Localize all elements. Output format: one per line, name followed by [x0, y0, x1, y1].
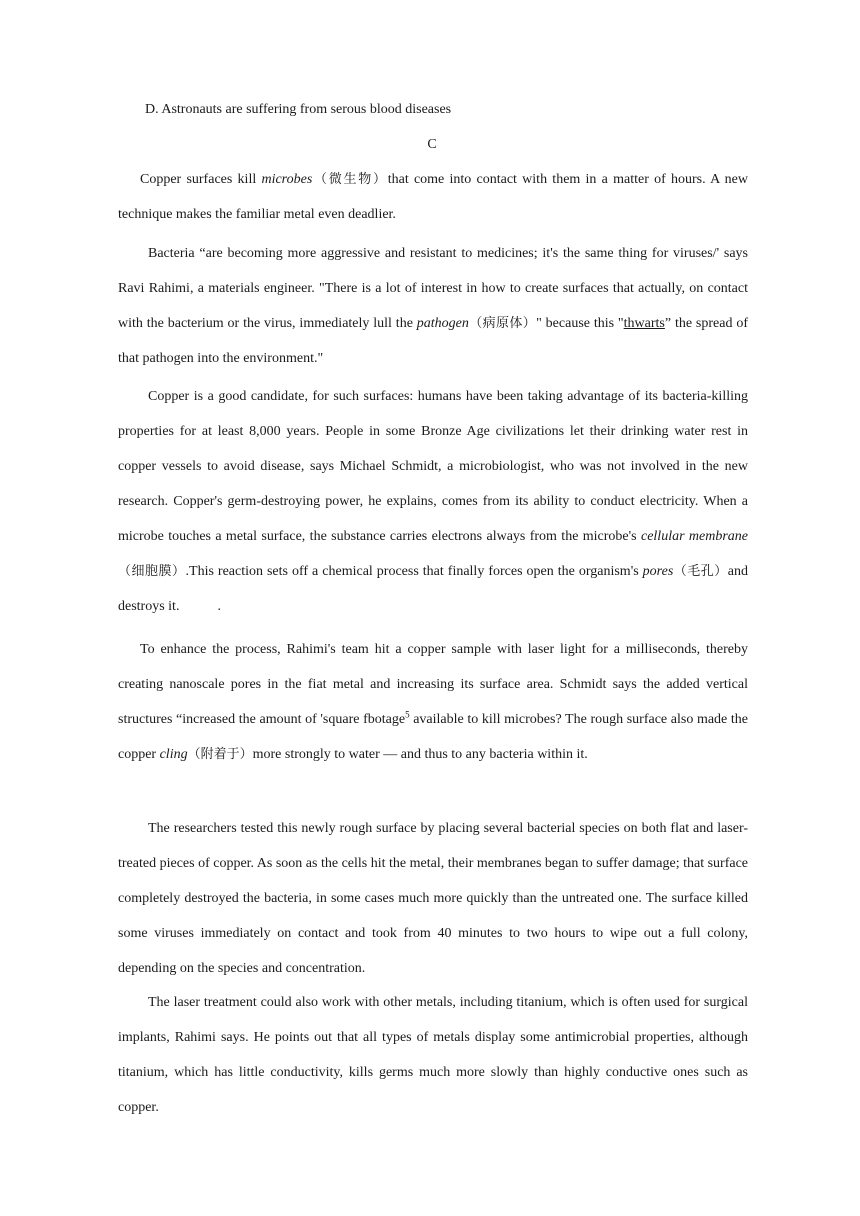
- p2-translation: （病原体）: [468, 316, 537, 331]
- p3-text-2: .This reaction sets off a chemical process that finally forces open the organism's: [185, 564, 643, 579]
- p1-translation: （微生物）: [312, 172, 388, 187]
- paragraph-5: The researchers tested this newly rough surface by placing several bacterial species on both flat and laser-treated pieces of copper. As soon as the cells hit the metal, their membranes began to suffer damage; that surface completely destroyed the bacteria, in some cases much more quickly than the untreated one. The surface killed some viruses immediately on contact and took from 40 minutes to two hours to wipe out a full colony, depending on the species and concentration.: [118, 821, 748, 976]
- p2-text-2: " because this ": [536, 316, 624, 331]
- paragraph-4: [118, 632, 748, 772]
- p4-translation: （附着于）: [187, 747, 253, 762]
- p1-text-2: that come into contact with them in a matter of hours. A new technique makes the familiar metal even deadlier.: [118, 172, 748, 222]
- p3-text-1: Copper is a good candidate, for such surfaces: humans have been taking advantage of its bacteria-killing properties for at least 8,000 years. People in some Bronze Age civilizations let their drinking water rest in copper vessels to avoid disease, says Michael Schmidt, a microbiologist, who was not involved in the new research. Copper's germ-destroying power, he explains, comes from its ability to conduct electricity. When a microbe touches a metal surface, the substance carries electrons always from the microbe's: [118, 389, 748, 544]
- p3-text-3: and destroys it.: [118, 564, 748, 614]
- p2-term: pathogen: [416, 316, 469, 331]
- p3-term-1: cellular membrane: [640, 529, 748, 544]
- p3-trailing-mark: .: [217, 599, 221, 614]
- p2-underlined-word: thwarts: [623, 316, 665, 331]
- p1-text-1: Copper surfaces kill: [140, 172, 262, 187]
- p2-text-3: ” the spread of that pathogen into the environment.": [118, 316, 748, 366]
- p4-superscript: 5: [405, 709, 410, 720]
- p1-term: microbes: [261, 172, 313, 187]
- p3-term-2: pores: [642, 564, 674, 579]
- p2-text-1: Bacteria “are becoming more aggressive and resistant to medicines; it's the same thing for viruses/' says Ravi Rahimi, a materials engineer. "There is a lot of interest in how to create surfaces that actually, on contact with the bacterium or the virus, immediately lull the: [118, 246, 748, 331]
- p4-text-1: To enhance the process, Rahimi's team hit a copper sample with laser light for a milliseconds, thereby creating nanoscale pores in the fiat metal and increasing its surface area. Schmidt says the added vertical structures “increased the amount of 'square fbotage: [118, 642, 748, 727]
- paragraph-6: The laser treatment could also work with other metals, including titanium, which is often used for surgical implants, Rahimi says. He points out that all types of metals display some antimicrobial properties, although titanium, which has little conductivity, kills germs much more slowly than highly conductive ones such as copper.: [118, 995, 748, 1115]
- answer-option-d: D. Astronauts are suffering from serous blood diseases: [145, 102, 452, 117]
- p3-translation-2: （毛孔）: [673, 564, 728, 579]
- paragraph-3: [118, 379, 748, 624]
- section-heading: C: [427, 137, 437, 152]
- paragraph-1: [118, 162, 748, 232]
- p3-translation-1: （细胞膜）: [118, 564, 186, 579]
- paragraph-2: [118, 236, 748, 376]
- p4-text-2: available to kill microbes? The rough surface also made the copper: [118, 712, 748, 762]
- p4-text-3: more strongly to water — and thus to any bacteria within it.: [252, 747, 588, 762]
- p4-term: cling: [159, 747, 188, 762]
